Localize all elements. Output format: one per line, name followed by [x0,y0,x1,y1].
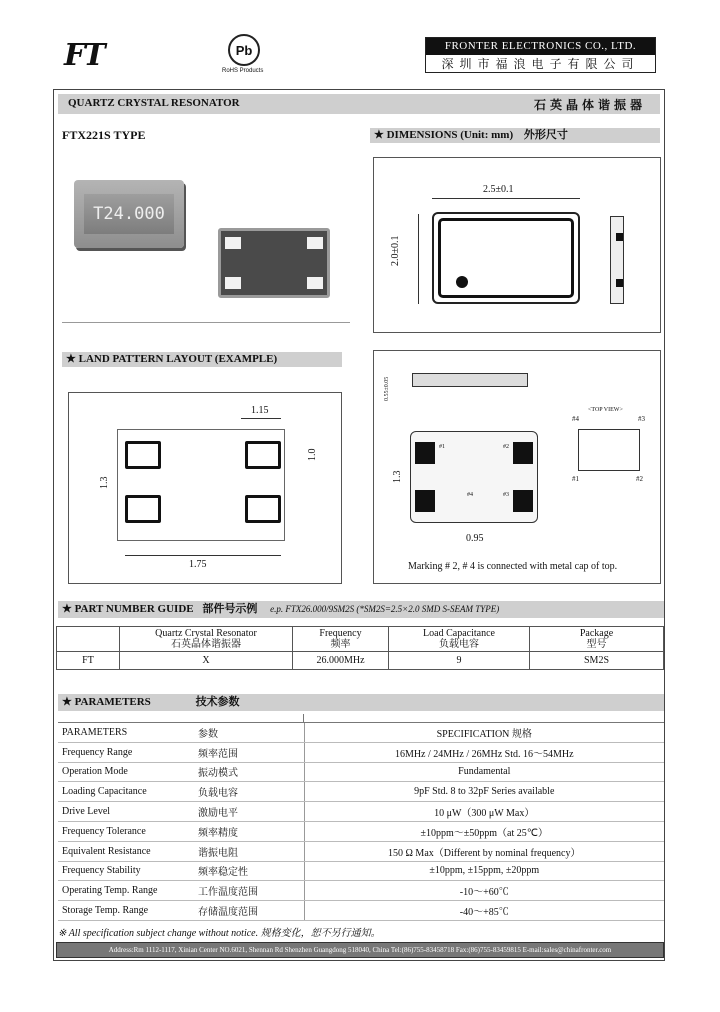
pn-value: X [120,652,293,670]
page-title-cn: 石英晶体谐振器 [533,98,646,112]
param-cn: 工作温度范围 [194,881,304,901]
param-value: SPECIFICATION 规格 [304,723,664,743]
crystal-photo-top [74,180,184,248]
land-pad-3 [125,495,161,523]
param-cn: 频率稳定性 [194,861,304,881]
pn-header-en: Package [579,628,614,639]
side-pad-bottom [616,279,623,287]
land-dim-bottom: 1.75 [189,559,207,570]
crystal-marking: T24.000 [93,204,165,224]
land-pad-4 [245,495,281,523]
pad-view-drawing [373,350,661,584]
pad-1-label: #1 [439,444,445,450]
parameters-heading-cn: 技术参数 [195,696,240,708]
pad-dim-bottom: 0.95 [466,533,484,544]
table-row [58,802,664,822]
param-cn: 激励电平 [194,802,304,822]
parameters-column-divider [303,714,304,722]
table-row [58,742,664,762]
crystal-outline [432,212,580,304]
part-number-heading-en: ★ PART NUMBER GUIDE [62,603,194,615]
company-logo: FT [64,38,104,73]
land-pattern-drawing [68,392,342,584]
land-dim-bottom-line [125,555,281,556]
pad-1 [415,442,435,464]
part-number-example: e.p. FTX26.000/9SM2S (*SM2S=2.5×2.0 SMD S-SEAM TYPE) [270,604,500,614]
pad-3 [513,490,533,512]
param-value: ±10ppm～±50ppm（at 25℃） [304,821,664,841]
notice-text: ※ All specification subject change without notice. 规格变化，恕不另行通知。 [58,928,381,939]
top-view-pin4: #4 [572,415,579,423]
pn-header-cn: 频率 [330,639,351,650]
param-cn: 参数 [194,723,304,743]
dim-width-line [432,198,580,199]
param-value: ±10ppm, ±15ppm, ±20ppm [304,861,664,881]
param-en: Frequency Tolerance [58,821,194,841]
crystal-side-view [610,216,624,304]
param-en: Operating Temp. Range [58,881,194,901]
table-row [58,723,664,743]
parameters-heading [62,694,240,711]
page-title: QUARTZ CRYSTAL RESONATOR [68,97,240,109]
top-view-label: <TOP VIEW> [588,407,623,413]
side-pad-top [616,233,623,241]
param-value: 16MHz / 24MHz / 26MHz Std. 16～54MHz [304,742,664,762]
land-pattern-heading: ★ LAND PATTERN LAYOUT (EXAMPLE) [66,353,278,365]
pn-value: SM2S [530,652,664,670]
dimensions-heading [374,127,568,144]
table-row [58,821,664,841]
pn-value: FT [57,652,120,670]
dim-height-line [418,214,419,304]
table-row [58,901,664,921]
pad-3-label: #3 [503,492,509,498]
param-en: Frequency Stability [58,861,194,881]
dim-width-label: 2.5±0.1 [483,184,514,195]
pn-header-3 [389,627,530,652]
land-dim-right: 1.0 [307,448,318,461]
pad-height-label: 0.55±0.05 [384,376,390,401]
rohs-caption: RoHS Products [222,68,264,74]
pn-value: 9 [389,652,530,670]
pn-header-0 [57,627,120,652]
dim-height-label: 2.0±0.1 [390,235,401,266]
param-cn: 频率范围 [194,742,304,762]
param-value: -40～+85℃ [304,901,664,921]
pb-badge-text: Pb [235,42,253,58]
photo-pad-2 [307,237,323,249]
pad-2 [513,442,533,464]
pn-header-cn: 石英晶体谐振器 [171,639,241,650]
parameters-table [58,722,664,921]
photo-pad-1 [225,237,241,249]
land-dim-left: 1.3 [99,476,110,489]
table-row [58,861,664,881]
product-type: FTX221S TYPE [62,128,146,142]
top-view-pin2: #2 [636,475,643,483]
param-value: 150 Ω Max（Different by nominal frequency） [304,841,664,861]
dimensions-heading-cn: 外形尺寸 [523,129,568,141]
param-value: -10～+60℃ [304,881,664,901]
pad-4 [415,490,435,512]
pb-free-icon [228,34,260,66]
dimensions-drawing [373,157,661,333]
pn-header-en: Quartz Crystal Resonator [155,628,257,639]
param-cn: 振动模式 [194,762,304,782]
param-en: Storage Temp. Range [58,901,194,921]
land-dim-top: 1.15 [251,405,269,416]
param-value: Fundamental [304,762,664,782]
title-bar [58,94,660,114]
crystal-photo-bottom [218,228,330,298]
footer-contact: Address:Rm 1112-1117, Xinian Center NO.6021, Shennan Rd Shenzhen Guangdong 518040, China Tel:(86)755-83458718 Fax:(86)755-83459815 E-mail:sales@chinafronter.com [56,942,664,958]
photo-pad-4 [307,277,323,289]
pn-header-cn: 负载电容 [439,639,479,650]
pad-dim-left: 1.3 [392,470,403,483]
param-cn: 负载电容 [194,782,304,802]
pad-note: Marking # 2, # 4 is connected with metal cap of top. [408,561,618,572]
part-number-heading [62,601,499,618]
land-dim-top-line [241,418,281,419]
photo-divider [62,322,350,323]
dimensions-heading-en: ★ DIMENSIONS (Unit: mm) [374,129,514,141]
pn-header-en: Frequency [319,628,362,639]
param-en: Loading Capacitance [58,782,194,802]
land-pad-1 [125,441,161,469]
company-name-box [425,37,656,73]
pn-header-cn: 型号 [586,639,607,650]
photo-pad-3 [225,277,241,289]
param-cn: 频率精度 [194,821,304,841]
param-en: PARAMETERS [58,723,194,743]
table-row [58,881,664,901]
table-row [57,652,664,670]
table-row [58,841,664,861]
pn-header-4 [530,627,664,652]
top-view-pin1: #1 [572,475,579,483]
param-value: 9pF Std. 8 to 32pF Series available [304,782,664,802]
param-en: Drive Level [58,802,194,822]
crystal-lid [84,194,174,234]
parameters-heading-en: ★ PARAMETERS [62,696,151,708]
pn-header-1 [120,627,293,652]
param-value: 10 μW（300 μW Max） [304,802,664,822]
pad-package-outline [410,431,538,523]
company-name-en: FRONTER ELECTRONICS CO., LTD. [426,38,655,55]
pn-header-en: Load Capacitance [423,628,495,639]
param-cn: 谐振电阻 [194,841,304,861]
table-row [58,762,664,782]
pad-4-label: #4 [467,492,473,498]
land-pad-2 [245,441,281,469]
table-row [57,627,664,652]
part-number-table [56,626,664,670]
top-view-pin3: #3 [638,415,645,423]
param-cn: 存储温度范围 [194,901,304,921]
part-number-heading-cn: 部件号示例 [202,603,258,615]
pad-side-view [412,373,528,387]
param-en: Operation Mode [58,762,194,782]
param-en: Frequency Range [58,742,194,762]
top-view-schematic [578,429,640,471]
company-name-cn: 深圳市福浪电子有限公司 [441,57,640,71]
param-en: Equivalent Resistance [58,841,194,861]
pn-value: 26.000MHz [293,652,389,670]
pad-2-label: #2 [503,444,509,450]
pin1-dot [456,276,468,288]
table-row [58,782,664,802]
pn-header-2 [293,627,389,652]
